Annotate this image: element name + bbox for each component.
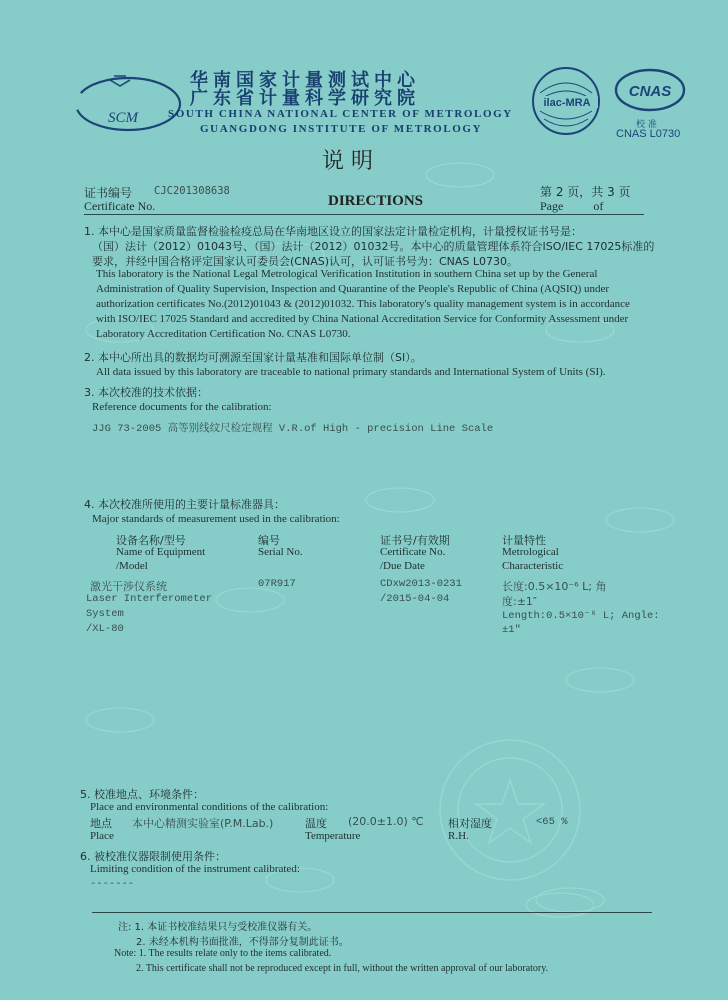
s2-cn: 2. 本中心所出具的数据均可溯源至国家计量基准和国际单位制（SI）。: [84, 351, 422, 364]
equipment-name-cn: 激光干涉仪系统: [90, 580, 167, 593]
cnas-logo: [612, 66, 690, 116]
cert-label-en: Certificate No.: [84, 199, 156, 213]
embossed-seal: [440, 740, 580, 880]
metro-char-cn-1: 长度:0.5×10⁻⁶ L; 角: [502, 580, 607, 593]
equipment-cert-no: CDxw2013-0231: [380, 578, 462, 590]
metro-char-en-1: Length:0.5×10⁻⁶ L; Angle:: [502, 610, 660, 622]
notes-divider: [92, 912, 652, 913]
equipment-name-en-1: Laser Interferometer: [86, 593, 213, 605]
s2-en: All data issued by this laboratory are traceable to national primary standards and International System of Units (SI).: [96, 366, 606, 378]
equipment-model: /XL-80: [86, 623, 124, 635]
col-name-cn: 设备名称/型号: [116, 534, 186, 547]
s1-en-5: Laboratory Accreditation Certification No. CNAS L0730.: [96, 328, 351, 340]
page-label-cn: 第 2 页，共 3 页: [540, 185, 631, 199]
equipment-name-en-2: System: [86, 608, 124, 620]
s3-cn: 3. 本次校准的技术依据：: [84, 386, 208, 399]
s1-en-4: with ISO/IEC 17025 Standard and accredited by China National Accreditation Service for Conformity Assessment under: [96, 313, 629, 325]
limiting-condition-value: -------: [90, 878, 135, 890]
s5-cn: 5. 校准地点、环境条件：: [80, 788, 204, 801]
col-name-en-2: /Model: [116, 560, 148, 572]
note-en-2: 2. This certificate shall not be reproduced except in full, without the written approval of our laboratory.: [136, 963, 549, 974]
temp-label-en: Temperature: [305, 830, 361, 842]
temp-label-cn: 温度: [305, 817, 327, 830]
s3-en: Reference documents for the calibration:: [92, 401, 272, 413]
org-name-cn-2: 广东省计量科学研究院: [190, 88, 420, 109]
s1-en-2: Administration of Quality Supervision, Inspection and Quarantine of the People's Republic of China (AQSIQ) under: [96, 283, 610, 295]
col-cert-en-2: /Due Date: [380, 560, 425, 572]
s1-en-1: This laboratory is the National Legal Metrological Verification Institution in southern China set up by the General: [96, 268, 598, 280]
ilac-mra-logo: [528, 63, 608, 143]
col-cert-cn: 证书号/有效期: [380, 534, 450, 547]
page-label-en: Page of: [540, 199, 604, 213]
place-label-cn: 地点: [90, 817, 112, 830]
s6-en: Limiting condition of the instrument calibrated:: [90, 863, 300, 875]
note-en-1: Note: 1. The results relate only to the items calibrated.: [114, 948, 332, 959]
col-metro-cn: 计量特性: [502, 534, 546, 547]
header-divider: [84, 214, 644, 215]
col-metro-en-2: Characteristic: [502, 560, 564, 572]
title-en: DIRECTIONS: [328, 193, 424, 209]
cert-number: CJC201308638: [154, 185, 230, 197]
scm-logo-text: SCM: [108, 110, 138, 126]
cnas-caption-cn: 校 准: [636, 120, 657, 130]
s1-cn-2: （国）法计（2012）01043号、（国）法计（2012）01032号。本中心的质量管理体系符合ISO/IEC 17025标准的: [92, 240, 655, 253]
ilac-logo-text: ilac-MRA: [543, 97, 591, 109]
cert-label-cn: 证书编号: [84, 186, 133, 200]
rh-label-en: R.H.: [448, 830, 469, 842]
metro-char-en-2: ±1″: [502, 624, 521, 636]
place-value: 本中心精测实验室(P.M.Lab.): [132, 817, 274, 830]
place-label-en: Place: [90, 830, 114, 842]
s4-en: Major standards of measurement used in the calibration:: [92, 513, 340, 525]
s1-en-3: authorization certificates No.(2012)01043 & (2012)01032. This laboratory's quality management system is in accordance: [96, 298, 630, 310]
title-cn: 说 明: [322, 149, 373, 174]
col-metro-en-1: Metrological: [502, 546, 559, 558]
org-name-en-2: GUANGDONG INSTITUTE OF METROLOGY: [200, 123, 483, 135]
org-name-en-1: SOUTH CHINA NATIONAL CENTER OF METROLOGY: [168, 108, 513, 120]
rh-label-cn: 相对湿度: [448, 817, 492, 830]
note-cn-2: 2. 未经本机构书面批准，不得部分复制此证书。: [136, 937, 349, 948]
s4-cn: 4. 本次校准所使用的主要计量标准器具：: [84, 498, 285, 511]
org-name-cn-1: 华南国家计量测试中心: [190, 70, 420, 91]
s1-cn-1: 1. 本中心是国家质量监督检验检疫总局在华南地区设立的国家法定计量检定机构，计量授权证书号是：: [84, 225, 582, 238]
calibration-reference-document: JJG 73-2005 高等别线纹尺检定规程 V.R.of High - precision Line Scale: [92, 423, 494, 435]
cnas-number: CNAS L0730: [616, 128, 681, 140]
col-serial-en: Serial No.: [258, 546, 303, 558]
col-cert-en-1: Certificate No.: [380, 546, 446, 558]
col-name-en-1: Name of Equipment: [116, 546, 206, 558]
temperature-value: (20.0±1.0) ℃: [348, 815, 424, 828]
rh-value: <65 %: [536, 816, 568, 828]
col-serial-cn: 编号: [258, 534, 280, 547]
cnas-logo-text: CNAS: [628, 83, 672, 100]
equipment-due-date: /2015-04-04: [380, 593, 450, 605]
metro-char-cn-2: 度:±1″: [502, 595, 538, 608]
s6-cn: 6. 被校准仪器限制使用条件：: [80, 850, 226, 863]
s5-en: Place and environmental conditions of the calibration:: [90, 801, 329, 813]
note-cn-1: 注: 1. 本证书校准结果只与受校准仪器有关。: [118, 922, 318, 933]
s1-cn-3: 要求，并经中国合格评定国家认可委员会(CNAS)认可，认可证书号为：CNAS L0730。: [92, 255, 519, 268]
scm-logo: [70, 66, 190, 136]
equipment-serial: 07R917: [258, 578, 296, 590]
